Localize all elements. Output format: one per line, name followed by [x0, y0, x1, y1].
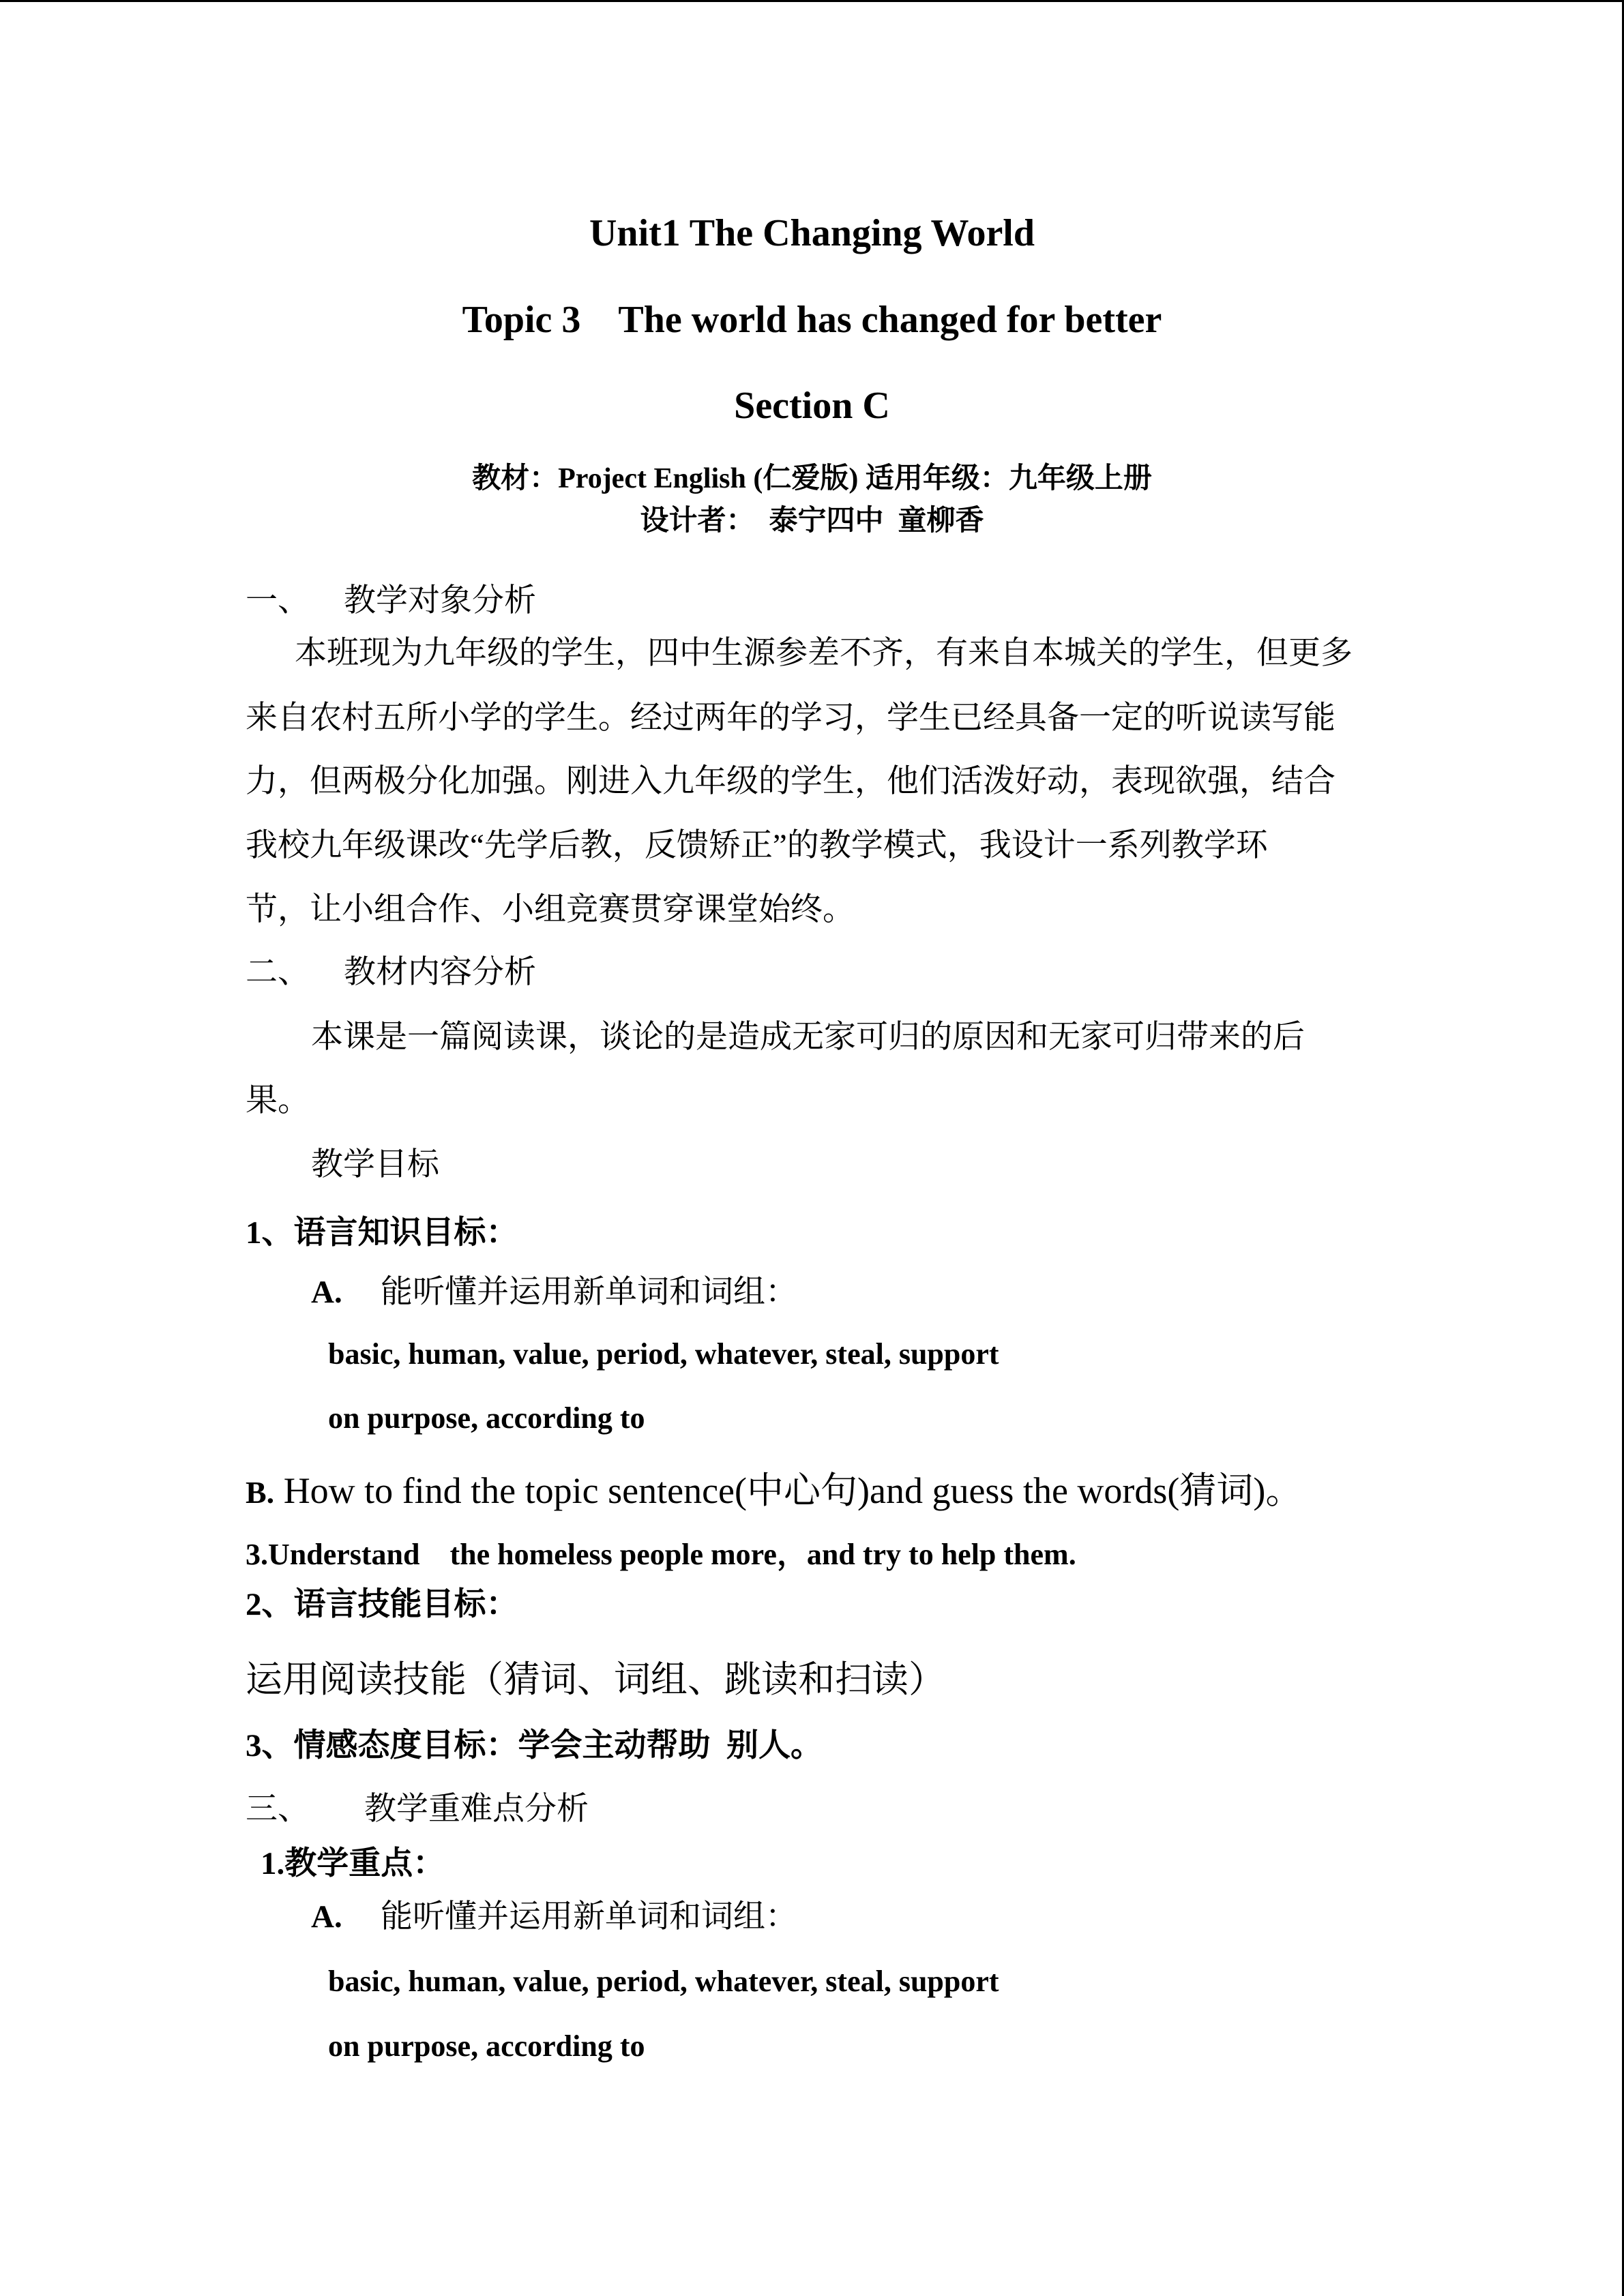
goal1-heading: 1、语言知识目标： — [246, 1215, 518, 1251]
goal2-heading: 2、语言技能目标： — [246, 1587, 518, 1622]
goal1-b-letter: B. — [246, 1475, 275, 1510]
unit-title: Unit1 The Changing World — [589, 212, 1035, 254]
part2-heading-text: 教材内容分析 — [344, 955, 536, 990]
goal1-words: basic, human, value, period, whatever, steal, support — [328, 1337, 999, 1371]
top-border-line — [0, 0, 1624, 2]
part2-line-1: 本课是一篇阅读课，谈论的是造成无家可归的原因和无家可归带来的后 — [311, 1019, 1305, 1055]
textbook-line: 教材：Project English (仁爱版) 适用年级：九年级上册 — [472, 463, 1152, 494]
part2-heading — [246, 957, 536, 989]
part1-line-2: 来自农村五所小学的学生。经过两年的学习，学生已经具备一定的听说读写能 — [246, 700, 1335, 736]
goal1-item-b — [246, 1461, 1302, 1514]
part1-number: 一、 — [246, 583, 310, 618]
key-phrases: on purpose, according to — [328, 2029, 645, 2063]
key-heading: 1.教学重点： — [261, 1846, 445, 1881]
goal1-b-cn-1: 中心句 — [747, 1470, 857, 1511]
goal1-a-letter: A. — [311, 1274, 342, 1310]
part2-number: 二、 — [246, 955, 310, 990]
part3-number: 三、 — [246, 1791, 310, 1827]
goal3-english-line: 3.Understand the homeless people more，and try to help them. — [246, 1538, 1076, 1571]
key-words: basic, human, value, period, whatever, steal, support — [328, 1965, 999, 1998]
goal2-text: 运用阅读技能（猜词、词组、跳读和扫读） — [246, 1659, 945, 1700]
part1-line-5: 节，让小组合作、小组竞赛贯穿课堂始终。 — [246, 892, 855, 927]
section-title: Section C — [734, 385, 890, 427]
key-a-letter: A. — [311, 1899, 342, 1935]
goal1-b-text-2: )and guess the words( — [857, 1470, 1180, 1511]
part1-heading — [246, 585, 536, 617]
key-item-a — [311, 1901, 797, 1933]
goal1-phrases: on purpose, according to — [328, 1401, 645, 1435]
part2-line-2: 果。 — [246, 1083, 310, 1118]
goal1-b-cn-2: 猜词 — [1179, 1470, 1254, 1511]
goal3-heading: 3、情感态度目标：学会主动帮助 别人。 — [246, 1728, 823, 1763]
part1-line-1: 本班现为九年级的学生，四中生源参差不齐，有来自本城关的学生，但更多 — [295, 636, 1353, 671]
goal1-b-text-1: How to find the topic sentence( — [274, 1470, 747, 1511]
goal1-a-text: 能听懂并运用新单词和词组： — [381, 1274, 797, 1310]
key-a-text: 能听懂并运用新单词和词组： — [381, 1899, 797, 1935]
part3-heading — [246, 1793, 589, 1825]
part1-line-3: 力，但两极分化加强。刚进入九年级的学生，他们活泼好动，表现欲强，结合 — [246, 764, 1335, 799]
topic-title: Topic 3 The world has changed for better — [462, 299, 1162, 341]
goals-heading: 教学目标 — [311, 1147, 439, 1182]
part1-line-4: 我校九年级课改“先学后教，反馈矫正”的教学模式，我设计一系列教学环 — [246, 828, 1268, 863]
part3-heading-text: 教学重难点分析 — [364, 1791, 589, 1827]
part1-heading-text: 教学对象分析 — [344, 583, 536, 618]
goal1-b-text-3: )。 — [1253, 1470, 1303, 1511]
designer-line: 设计者： 泰宁四中 童柳香 — [640, 505, 984, 537]
goal1-item-a — [311, 1274, 797, 1310]
